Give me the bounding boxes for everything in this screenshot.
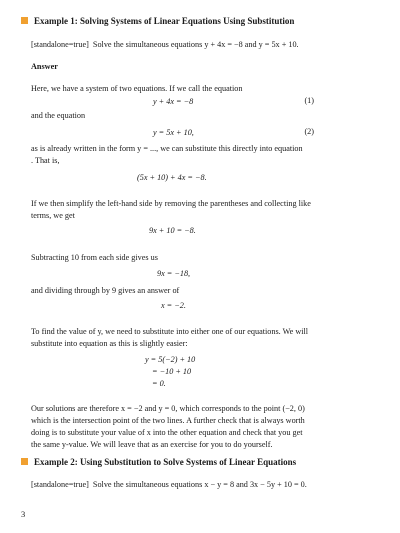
answer-label: Answer [31, 62, 58, 71]
and-the-equation-text: and the equation [31, 111, 86, 120]
paragraph-3-line-1: If we then simplify the left-hand side by removing the parentheses and collecting like [31, 199, 311, 208]
paragraph-7-line-3: doing is to substitute your value of x into the other equation and check that you get [31, 428, 303, 437]
equation-7-line-3: = 0. [152, 379, 166, 388]
equation-5: 9x = −18, [157, 269, 191, 278]
equation-2-number: (2) [304, 127, 314, 136]
paragraph-2-line-1: as is already written in the form y = ..., we can substitute this directly into equation [31, 144, 303, 153]
equation-4: 9x + 10 = −8. [149, 226, 196, 235]
paragraph-7-line-1: Our solutions are therefore x = −2 and y = 0, which corresponds to the point (−2, 0) [31, 404, 305, 413]
paragraph-6-line-1: To find the value of y, we need to substitute into either one of our equations. We will [31, 327, 309, 336]
example2-question [31, 479, 307, 490]
question-text: Solve the simultaneous equations x − y = 8 and 3x − 5y + 10 = 0. [92, 480, 307, 489]
equation-1-number: (1) [304, 96, 314, 105]
equation-7-line-1: y = 5(−2) + 10 [145, 355, 196, 364]
question-tag: [standalone=true] [31, 480, 89, 489]
paragraph-4: Subtracting 10 from each side gives us [31, 253, 158, 262]
equation-6: x = −2. [161, 301, 186, 310]
paragraph-7-line-4: the same y-value. We will leave that as an exercise for you to do yourself. [31, 440, 273, 449]
page-number: 3 [21, 509, 26, 519]
equation-3: (5x + 10) + 4x = −8. [137, 173, 207, 182]
question-tag: [standalone=true] [31, 40, 89, 49]
equation-2: y = 5x + 10, [153, 128, 194, 137]
question-text: Solve the simultaneous equations y + 4x = −8 and y = 5x + 10. [92, 40, 299, 49]
equation-1: y + 4x = −8 [153, 97, 194, 106]
paragraph-7-line-2: which is the intersection point of the two lines. A further check that is always worth [31, 416, 305, 425]
paragraph-5: and dividing through by 9 gives an answer of [31, 286, 180, 295]
paragraph-6-line-2: substitute into equation as this is slightly easier: [31, 339, 188, 348]
equation-7-line-2: = −10 + 10 [152, 367, 192, 376]
example2-heading: Example 2: Using Substitution to Solve Systems of Linear Equations [21, 457, 296, 468]
paragraph-3-line-2: terms, we get [31, 211, 75, 220]
paragraph-1: Here, we have a system of two equations. If we call the equation [31, 84, 243, 93]
heading-marker-icon [21, 458, 28, 465]
example1-heading: Example 1: Solving Systems of Linear Equations Using Substitution [21, 16, 294, 27]
heading-marker-icon [21, 17, 28, 24]
paragraph-2-line-2: . That is, [31, 156, 60, 165]
example1-question [31, 39, 299, 50]
